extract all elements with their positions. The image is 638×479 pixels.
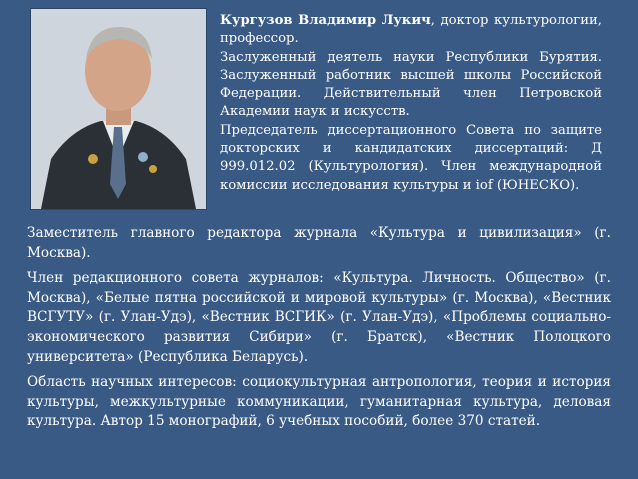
boards-paragraph: Член редакционного совета журналов: «Культура. Личность. Общество» (г. Москва), «Белые пятна российской и мировой культуры» (г. Москва), «Вестник ВСГУТУ» (г. Улан-Удэ), «Вестник ВСГИК» (г. Улан-Удэ), «Проблемы социально-экономического развития Сибири» (г. Братск), «Вестник Полоцкого университета» (Республика Беларусь). xyxy=(27,270,611,365)
person-degree: , доктор культурологии, профессор. xyxy=(220,13,602,47)
honors-text: Заслуженный деятель науки Республики Бурятия. Заслуженный работник высшей школы Российской Федерации. Действительный член Петровской Академии наук и искусств. xyxy=(220,49,602,120)
portrait-image xyxy=(31,9,206,209)
person-surname: Кургузов xyxy=(220,13,293,28)
council-text: Председатель диссертационного Совета по защите докторских и кандидатских диссертаций: Д 999.012.02 (Культурология). Член международной комиссии исследования культуры и iof (ЮНЕСКО). xyxy=(220,122,602,193)
bio-details-block xyxy=(27,224,611,438)
name-line xyxy=(220,12,602,49)
person-given-name: Владимир xyxy=(298,13,377,28)
portrait-photo xyxy=(30,8,207,210)
interests-paragraph: Область научных интересов: социокультурная антропология, теория и история культуры, межкультурные коммуникации, гуманитарная культура, деловая культура. Автор 15 монографий, 6 учебных пособий, более 370 статей. xyxy=(27,374,611,430)
editor-paragraph: Заместитель главного редактора журнала «Культура и цивилизация» (г. Москва). xyxy=(27,225,611,261)
person-patronymic: Лукич xyxy=(381,13,431,28)
bio-header-block xyxy=(220,12,602,195)
